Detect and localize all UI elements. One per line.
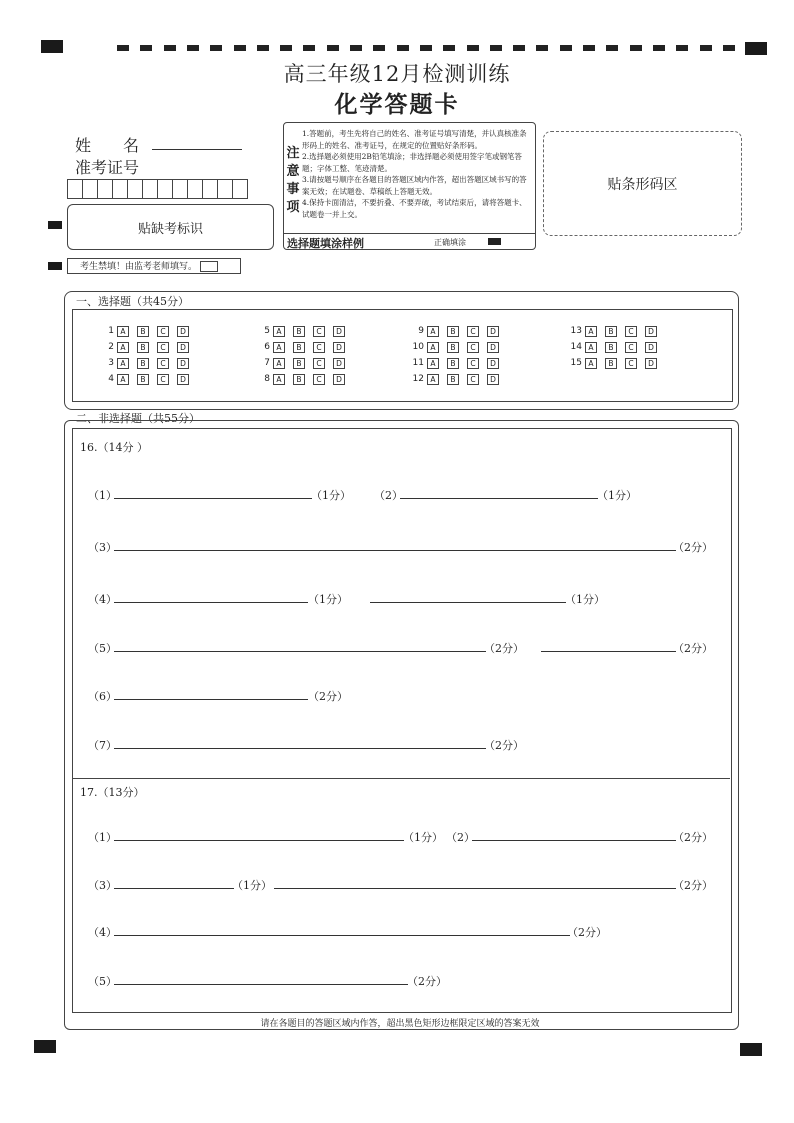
proctor-note-text: 考生禁填！由监考老师填写。 xyxy=(80,262,198,272)
footer-note: 请在各题目的答题区域内作答，超出黑色矩形边框限定区域的答案无效 xyxy=(260,1019,540,1029)
id-digit-box[interactable] xyxy=(158,179,173,199)
mc-option-bubble[interactable]: A xyxy=(273,358,285,369)
q17-part1-answer[interactable] xyxy=(114,840,404,841)
mc-option-bubble[interactable]: B xyxy=(447,358,459,369)
timing-dash xyxy=(234,45,246,51)
timing-dash xyxy=(257,45,269,51)
barcode-area xyxy=(543,131,742,236)
q17-part3-answer-a[interactable] xyxy=(114,888,234,889)
notice-item: 2.选择题必须使用2B铅笔填涂；非选择题必须使用签字笔或钢笔答题；字体工整、笔迹清楚。 xyxy=(302,152,522,173)
mc-section-title: 一、选择题（共45分） xyxy=(76,295,189,308)
mc-option-bubble[interactable]: B xyxy=(293,374,305,385)
mc-option-bubble[interactable]: C xyxy=(625,326,637,337)
mc-question-row xyxy=(100,357,197,369)
mc-option-bubble[interactable]: D xyxy=(487,342,499,353)
q16-part1-answer[interactable] xyxy=(114,498,312,499)
timing-dash xyxy=(490,45,502,51)
q-divider xyxy=(72,778,730,779)
id-digit-box[interactable] xyxy=(233,179,248,199)
q17-part2-answer[interactable] xyxy=(472,840,676,841)
mc-option-bubble[interactable]: C xyxy=(157,358,169,369)
mc-option-bubble[interactable]: A xyxy=(585,342,597,353)
card-title: 化学答题卡 xyxy=(334,91,460,118)
q17-part4-score: （2分） xyxy=(567,926,607,939)
fill-sample-row xyxy=(284,233,535,250)
id-digit-box[interactable] xyxy=(128,179,143,199)
mc-option-bubble[interactable]: C xyxy=(157,326,169,337)
mc-option-bubble[interactable]: C xyxy=(313,326,325,337)
mc-question-row xyxy=(100,373,197,385)
mc-option-bubble[interactable]: A xyxy=(427,342,439,353)
mc-option-bubble[interactable]: B xyxy=(293,342,305,353)
mc-option-bubble[interactable]: B xyxy=(137,374,149,385)
q17-part2-score: （2分） xyxy=(673,831,713,844)
mc-option-bubble[interactable]: D xyxy=(645,358,657,369)
mc-option-bubble[interactable]: D xyxy=(487,326,499,337)
id-label: 准考证号 xyxy=(75,158,140,177)
q16-part7-label: （7） xyxy=(88,739,117,752)
mc-option-bubble[interactable]: B xyxy=(605,326,617,337)
q17-title: 17.（13分） xyxy=(80,786,145,799)
notice-item: 1.答题前，考生先将自己的姓名、准考证号填写清楚，并认真核准条形码上的姓名、准考证号，在规定的位置贴好条形码。 xyxy=(302,129,527,150)
mc-option-bubble[interactable]: B xyxy=(293,358,305,369)
q17-part3-label: （3） xyxy=(88,879,117,892)
q16-part2-answer[interactable] xyxy=(400,498,598,499)
mc-option-bubble[interactable]: C xyxy=(467,374,479,385)
id-digit-box[interactable] xyxy=(188,179,203,199)
q16-title: 16.（14分 ） xyxy=(80,441,148,454)
timing-dash xyxy=(606,45,618,51)
q16-part5-label: （5） xyxy=(88,642,117,655)
id-digit-box[interactable] xyxy=(83,179,98,199)
free-answer-area xyxy=(72,428,732,1013)
q16-part6-label: （6） xyxy=(88,690,117,703)
mc-question-row xyxy=(410,373,507,385)
mc-option-bubble[interactable]: D xyxy=(333,342,345,353)
id-digit-box[interactable] xyxy=(218,179,233,199)
mc-option-bubble[interactable]: A xyxy=(117,342,129,353)
mc-option-bubble[interactable]: B xyxy=(447,326,459,337)
mc-question-row xyxy=(256,357,353,369)
q17-part5-label: （5） xyxy=(88,975,117,988)
absent-sticker-area xyxy=(67,204,274,250)
q17-part4-label: （4） xyxy=(88,926,117,939)
q16-part3-label: （3） xyxy=(88,541,117,554)
mc-question-row xyxy=(410,341,507,353)
mc-question-row xyxy=(410,357,507,369)
q16-part6-answer[interactable] xyxy=(114,699,308,700)
mc-option-bubble[interactable]: C xyxy=(313,374,325,385)
mc-option-bubble[interactable]: B xyxy=(447,342,459,353)
mc-question-number: 7 xyxy=(264,358,270,368)
q16-part5-answer-a[interactable] xyxy=(114,651,486,652)
q16-part7-answer[interactable] xyxy=(114,748,486,749)
mc-option-bubble[interactable]: C xyxy=(625,358,637,369)
timing-dash xyxy=(280,45,292,51)
q16-part4-answer-a[interactable] xyxy=(114,602,308,603)
alignment-mark-top-left xyxy=(41,40,63,53)
q16-part1-label: （1） xyxy=(88,489,117,502)
q17-part5-score: （2分） xyxy=(407,975,447,988)
alignment-mark-top-right xyxy=(745,42,767,55)
timing-dash xyxy=(117,45,129,51)
mc-option-bubble[interactable]: A xyxy=(117,326,129,337)
free-section-title: 二、非选择题（共55分） xyxy=(76,412,200,425)
id-digit-box[interactable] xyxy=(173,179,188,199)
mc-option-bubble[interactable]: A xyxy=(117,374,129,385)
mc-question-number: 13 xyxy=(570,326,582,336)
id-digit-box[interactable] xyxy=(113,179,128,199)
q17-part4-answer[interactable] xyxy=(114,935,570,936)
mc-question-row xyxy=(568,341,665,353)
mc-option-bubble[interactable]: A xyxy=(427,374,439,385)
timing-dash xyxy=(443,45,455,51)
mc-option-bubble[interactable]: A xyxy=(585,358,597,369)
q16-part4-score-a: （1分） xyxy=(308,593,348,606)
mc-option-bubble[interactable]: B xyxy=(137,326,149,337)
q17-part5-answer[interactable] xyxy=(114,984,408,985)
notice-item: 3.请按题号顺序在各题目的答题区域内作答，超出答题区域书写的答案无效；在试题卷、草稿纸上答题无效。 xyxy=(302,175,527,196)
q16-part5-score-b: （2分） xyxy=(673,642,713,655)
filled-sample-icon xyxy=(488,238,501,245)
q16-part7-score: （2分） xyxy=(484,739,524,752)
timing-dash xyxy=(467,45,479,51)
mc-option-bubble[interactable]: C xyxy=(467,358,479,369)
mc-question-number: 15 xyxy=(570,358,582,368)
q17-part3-score-b: （2分） xyxy=(673,879,713,892)
mc-question-number: 6 xyxy=(264,342,270,352)
mc-question-row xyxy=(410,325,507,337)
mc-question-number: 4 xyxy=(108,374,114,384)
fill-sample-label: 选择题填涂样例 xyxy=(287,237,364,250)
mc-option-bubble[interactable]: C xyxy=(467,342,479,353)
mc-option-bubble[interactable]: C xyxy=(157,342,169,353)
timing-dash xyxy=(327,45,339,51)
id-digit-box[interactable] xyxy=(203,179,218,199)
q16-part5-score-a: （2分） xyxy=(484,642,524,655)
mc-option-bubble[interactable]: A xyxy=(427,358,439,369)
notice-box xyxy=(283,122,536,250)
q16-part4-answer-b[interactable] xyxy=(370,602,566,603)
timing-dash xyxy=(560,45,572,51)
timing-dash xyxy=(350,45,362,51)
mc-question-number: 5 xyxy=(264,326,270,336)
id-digit-box[interactable] xyxy=(98,179,113,199)
timing-dash xyxy=(397,45,409,51)
timing-dash xyxy=(210,45,222,51)
id-digit-box[interactable] xyxy=(143,179,158,199)
timing-dash xyxy=(164,45,176,51)
mc-question-number: 11 xyxy=(412,358,424,368)
mc-option-bubble[interactable]: D xyxy=(487,358,499,369)
alignment-mark-bottom-right xyxy=(740,1043,762,1056)
timing-dash xyxy=(536,45,548,51)
name-field[interactable] xyxy=(152,134,242,150)
id-number-boxes[interactable] xyxy=(67,179,248,197)
barcode-label: 贴条形码区 xyxy=(607,176,678,193)
mc-option-bubble[interactable]: C xyxy=(625,342,637,353)
q17-part1-score: （1分） xyxy=(403,831,443,844)
alignment-mark-side-2 xyxy=(48,262,62,270)
mc-option-bubble[interactable]: A xyxy=(585,326,597,337)
mc-question-number: 8 xyxy=(264,374,270,384)
mc-question-row xyxy=(568,357,665,369)
q16-part3-score: （2分） xyxy=(673,541,713,554)
mc-question-number: 14 xyxy=(570,342,582,352)
mc-option-bubble[interactable]: B xyxy=(447,374,459,385)
mc-answer-area xyxy=(72,309,733,402)
mc-question-number: 2 xyxy=(108,342,114,352)
mc-option-bubble[interactable]: D xyxy=(333,326,345,337)
mc-option-bubble[interactable]: A xyxy=(273,374,285,385)
mc-option-bubble[interactable]: A xyxy=(273,342,285,353)
mc-question-row xyxy=(100,341,197,353)
mc-question-number: 3 xyxy=(108,358,114,368)
mc-question-number: 9 xyxy=(418,326,424,336)
mc-question-row xyxy=(100,325,197,337)
timing-dash xyxy=(653,45,665,51)
timing-dash xyxy=(303,45,315,51)
timing-dash xyxy=(723,45,735,51)
alignment-mark-side-1 xyxy=(48,221,62,229)
mc-question-row xyxy=(256,373,353,385)
timing-dash xyxy=(513,45,525,51)
mc-option-bubble[interactable]: D xyxy=(333,374,345,385)
mc-option-bubble[interactable]: B xyxy=(605,342,617,353)
mc-question-row xyxy=(256,325,353,337)
id-digit-box[interactable] xyxy=(67,179,83,199)
mc-option-bubble[interactable]: D xyxy=(177,342,189,353)
timing-dash xyxy=(140,45,152,51)
q16-part1-score: （1分） xyxy=(311,489,351,502)
alignment-mark-bottom-left xyxy=(34,1040,56,1053)
notice-list xyxy=(302,128,532,220)
notice-side-label: 注意事项 xyxy=(286,146,300,215)
q17-part1-label: （1） xyxy=(88,831,117,844)
mc-option-bubble[interactable]: C xyxy=(467,326,479,337)
proctor-note xyxy=(67,258,241,274)
q16-part2-score: （1分） xyxy=(597,489,637,502)
absent-label: 贴缺考标识 xyxy=(137,221,203,237)
mc-option-bubble[interactable]: D xyxy=(177,358,189,369)
notice-item: 4.保持卡面清洁，不要折叠、不要弄破，考试结束后，请将答题卡、试题卷一并上交。 xyxy=(302,198,527,219)
mc-question-row xyxy=(256,341,353,353)
mc-option-bubble[interactable]: B xyxy=(137,358,149,369)
mc-option-bubble[interactable]: B xyxy=(605,358,617,369)
q16-part3-answer[interactable] xyxy=(114,550,676,551)
exam-title: 高三年级12月检测训练 xyxy=(283,62,511,86)
mc-option-bubble[interactable]: C xyxy=(313,358,325,369)
correct-fill-label: 正确填涂 xyxy=(434,238,466,247)
timing-dash xyxy=(420,45,432,51)
proctor-checkbox[interactable] xyxy=(200,261,218,272)
q17-part2-label: （2） xyxy=(446,831,475,844)
timing-dash xyxy=(187,45,199,51)
mc-option-bubble[interactable]: D xyxy=(645,326,657,337)
q16-part4-label: （4） xyxy=(88,593,117,606)
timing-dash xyxy=(676,45,688,51)
mc-option-bubble[interactable]: D xyxy=(177,374,189,385)
q16-part6-score: （2分） xyxy=(308,690,348,703)
mc-option-bubble[interactable]: A xyxy=(117,358,129,369)
mc-option-bubble[interactable]: C xyxy=(157,374,169,385)
q16-part5-answer-b[interactable] xyxy=(541,651,676,652)
name-label: 姓 名 xyxy=(75,136,140,155)
mc-question-row xyxy=(568,325,665,337)
timing-dash xyxy=(583,45,595,51)
mc-question-number: 1 xyxy=(108,326,114,336)
q17-part3-answer-b[interactable] xyxy=(274,888,676,889)
mc-option-bubble[interactable]: D xyxy=(487,374,499,385)
mc-option-bubble[interactable]: A xyxy=(273,326,285,337)
mc-option-bubble[interactable]: D xyxy=(645,342,657,353)
timing-dash xyxy=(630,45,642,51)
mc-option-bubble[interactable]: B xyxy=(293,326,305,337)
mc-question-number: 10 xyxy=(412,342,424,352)
mc-option-bubble[interactable]: D xyxy=(333,358,345,369)
q16-part4-score-b: （1分） xyxy=(565,593,605,606)
timing-dash xyxy=(373,45,385,51)
mc-option-bubble[interactable]: D xyxy=(177,326,189,337)
mc-option-bubble[interactable]: B xyxy=(137,342,149,353)
mc-option-bubble[interactable]: C xyxy=(313,342,325,353)
q17-part3-score-a: （1分） xyxy=(232,879,272,892)
mc-question-number: 12 xyxy=(412,374,424,384)
mc-option-bubble[interactable]: A xyxy=(427,326,439,337)
q16-part2-label: （2） xyxy=(374,489,403,502)
timing-dash xyxy=(700,45,712,51)
